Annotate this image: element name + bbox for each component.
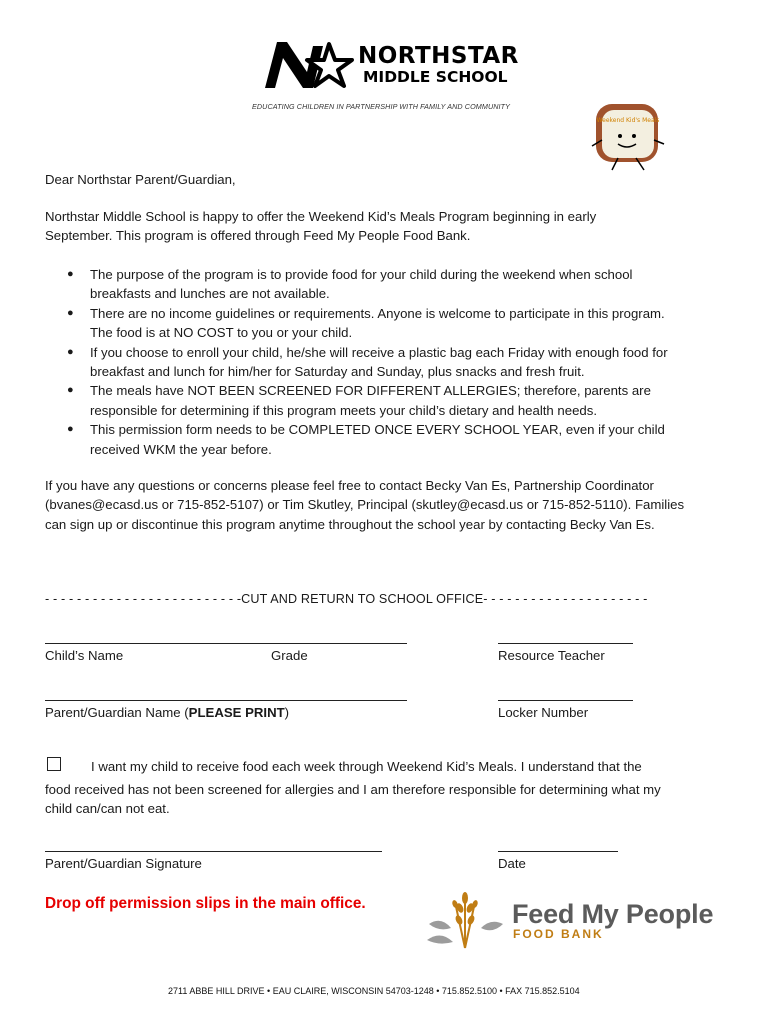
locker-number-label: Locker Number [498,705,589,720]
date-field[interactable] [498,851,618,852]
contact-paragraph: If you have any questions or concerns please feel free to contact Becky Van Es, Partnership Coordinator (bvanes@ecasd.us or 715-852-5107) or Tim Skutley, Principal (skutley@ecasd.us or 715-852-5110). Families can sign up or discontinue this program anytime throughout the school year by contacting Becky Van Es. [45,478,685,532]
program-details-list [45,265,685,459]
list-item: ● This permission form needs to be COMPLETED ONCE EVERY SCHOOL YEAR, even if your child received WKM the year before. [67,422,665,457]
consent-text-rest: food received has not been screened for allergies and I am therefore responsible for determining what my child can/can not eat. [45,782,661,817]
footer-address: 2711 ABBE HILL DRIVE • EAU CLAIRE, WISCONSIN 54703-1248 • 715.852.5100 • FAX 715.852.5104 [168,986,580,996]
cut-line: - - - - - - - - - - - - - - - - - - - - - - - - -CUT AND RETURN TO SCHOOL OFFICE- - - - - - - - - - - - - - - - - - - - - [45,592,648,606]
signature-label: Parent/Guardian Signature [45,856,202,871]
bullet-icon: ● [67,345,74,358]
bullet-icon: ● [67,384,74,397]
weekend-kids-meals-logo [590,100,670,175]
food-bank-subtitle: FOOD BANK [513,927,604,941]
resource-teacher-label: Resource Teacher [498,648,605,663]
list-item: ● The purpose of the program is to provide food for your child during the weekend when school breakfasts and lunches are not available. [67,267,633,302]
signature-field[interactable] [45,851,382,852]
wheat-logo [425,888,505,950]
consent-text-line1: I want my child to receive food each week through Weekend Kid’s Meals. I understand that the [91,759,642,774]
parent-name-label: Parent/Guardian Name (PLEASE PRINT) [45,705,290,720]
northstar-logo-icon [255,36,365,96]
list-item: ● The meals have NOT BEEN SCREENED FOR DIFFERENT ALLERGIES; therefore, parents are responsible for determining if this program meets your child’s dietary and health needs. [67,383,651,418]
parent-name-field[interactable] [45,700,407,701]
list-item: ● There are no income guidelines or requirements. Anyone is welcome to participate in this program. The food is at NO COST to you or your child. [67,305,665,341]
list-item: ● If you choose to enroll your child, he/she will receive a plastic bag each Friday with enough food for breakfast and lunch for him/her for Saturday and Sunday, plus snacks and fresh fruit. [67,344,668,380]
date-label: Date [498,856,526,871]
school-subtitle: MIDDLE SCHOOL [363,68,508,86]
child-name-label: Child’s Name [45,648,124,663]
dropoff-note: Drop off permission slips in the main office. [45,895,366,912]
greeting: Dear Northstar Parent/Guardian, [45,172,236,187]
intro-paragraph: Northstar Middle School is happy to offer the Weekend Kid’s Meals Program beginning in early September. This program is offered through Feed My People Food Bank. [45,209,597,244]
grade-label: Grade [271,648,308,663]
bread-mascot-icon [590,100,670,175]
bullet-icon: ● [67,268,74,280]
consent-checkbox[interactable] [47,757,61,771]
bullet-icon: ● [67,423,74,436]
child-name-field[interactable] [45,643,407,644]
resource-teacher-field[interactable] [498,643,633,644]
bullet-icon: ● [67,306,74,319]
wheat-icon [425,888,505,950]
locker-number-field[interactable] [498,700,633,701]
school-tagline: EDUCATING CHILDREN IN PARTNERSHIP WITH FAMILY AND COMMUNITY [252,102,511,111]
food-bank-name: Feed My People [512,899,714,929]
svg-text:Weekend Kid's Meals: Weekend Kid's Meals [596,117,660,124]
school-name: NORTHSTAR [358,43,519,69]
